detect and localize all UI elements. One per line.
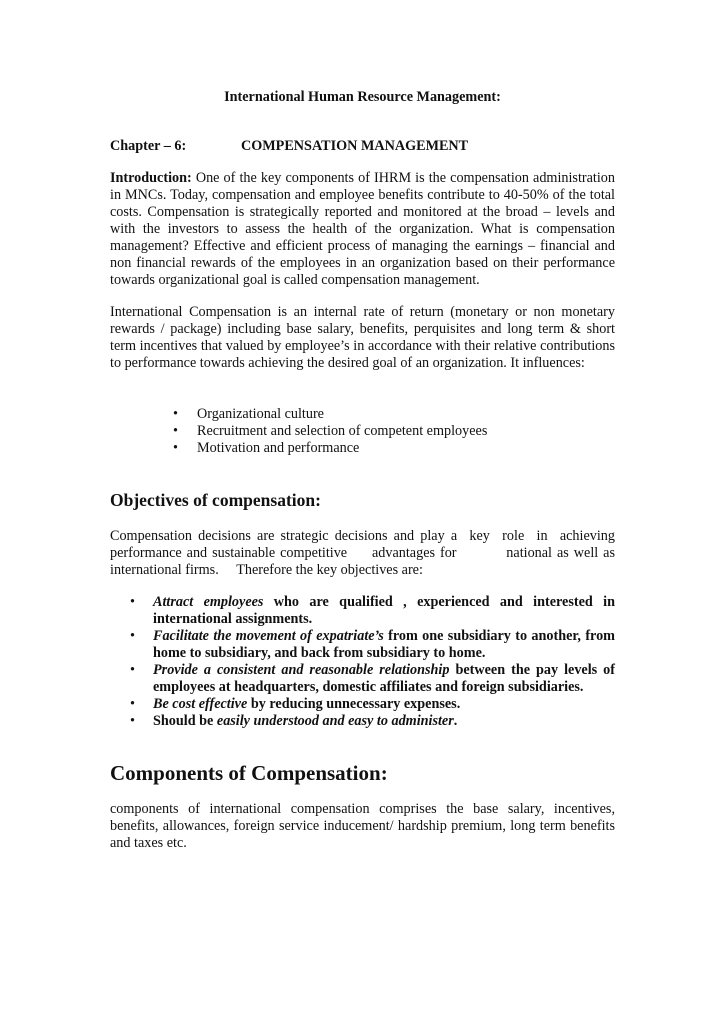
bullet-icon: • (130, 662, 135, 678)
list-item: • Provide a consistent and reasonable relationship between the pay levels of employees at headquarters, domestic affiliates and foreign subsidiaries. (130, 662, 616, 695)
chapter-number: Chapter – 6: (110, 138, 187, 154)
objectives-list (110, 594, 615, 730)
bullet-icon: • (173, 423, 178, 439)
list-item: • Attract employees who are qualified , experienced and interested in international assignments. (130, 594, 615, 627)
list-item: • Should be easily understood and easy to administer. (130, 713, 458, 729)
list-item: • Organizational culture (173, 406, 324, 422)
components-paragraph: components of international compensation comprises the base salary, incentives, benefits, allowances, foreign service inducement/ hardship premium, long term benefits and taxes etc. (110, 801, 615, 851)
chapter-heading (110, 138, 615, 155)
objectives-heading: Objectives of compensation: (110, 490, 321, 510)
bullet-icon: • (130, 594, 135, 610)
bullet-icon: • (130, 696, 135, 712)
list-item: • Recruitment and selection of competent employees (173, 423, 488, 439)
document-title: International Human Resource Management: (224, 89, 501, 105)
bullet-icon: • (173, 440, 178, 456)
introduction-paragraph (110, 170, 615, 289)
introduction-text: One of the key components of IHRM is the compensation administration in MNCs. Today, compensation and employee benefits contribute to 40-50% of the total costs. Compensation is strategically reported and monitored at the broad – levels and with the investors to assess the health of the organization. What is compensation management? Effective and efficient process of managing the earnings – financial and non financial rewards of the employees in an organization based on their performance towards organizational goal is called compensation management. (110, 170, 615, 288)
objectives-intro-paragraph: Compensation decisions are strategic decisions and play a key role in achieving performance and sustainable competitive advantages for national as well as international firms. Therefore the key objectives are: (110, 528, 619, 578)
chapter-name: COMPENSATION MANAGEMENT (241, 138, 469, 154)
bullet-icon: • (130, 628, 135, 644)
bullet-icon: • (173, 406, 178, 422)
bullet-icon: • (130, 713, 135, 729)
introduction-label: Introduction: (110, 170, 192, 186)
components-heading: Components of Compensation: (110, 761, 388, 785)
list-item: • Facilitate the movement of expatriate’s from one subsidiary to another, from home to subsidiary, and back from subsidiary to home. (130, 628, 615, 661)
international-compensation-paragraph: International Compensation is an internal rate of return (monetary or non monetary rewards / package) including base salary, benefits, perquisites and long term & short term incentives that valued by employee’s in accordance with their relative contributions to performance towards achieving the desired goal of an organization. It influences: (110, 304, 615, 371)
influences-list (110, 406, 615, 457)
list-item: • Be cost effective by reducing unnecessary expenses. (130, 696, 461, 712)
list-item: • Motivation and performance (173, 440, 360, 456)
